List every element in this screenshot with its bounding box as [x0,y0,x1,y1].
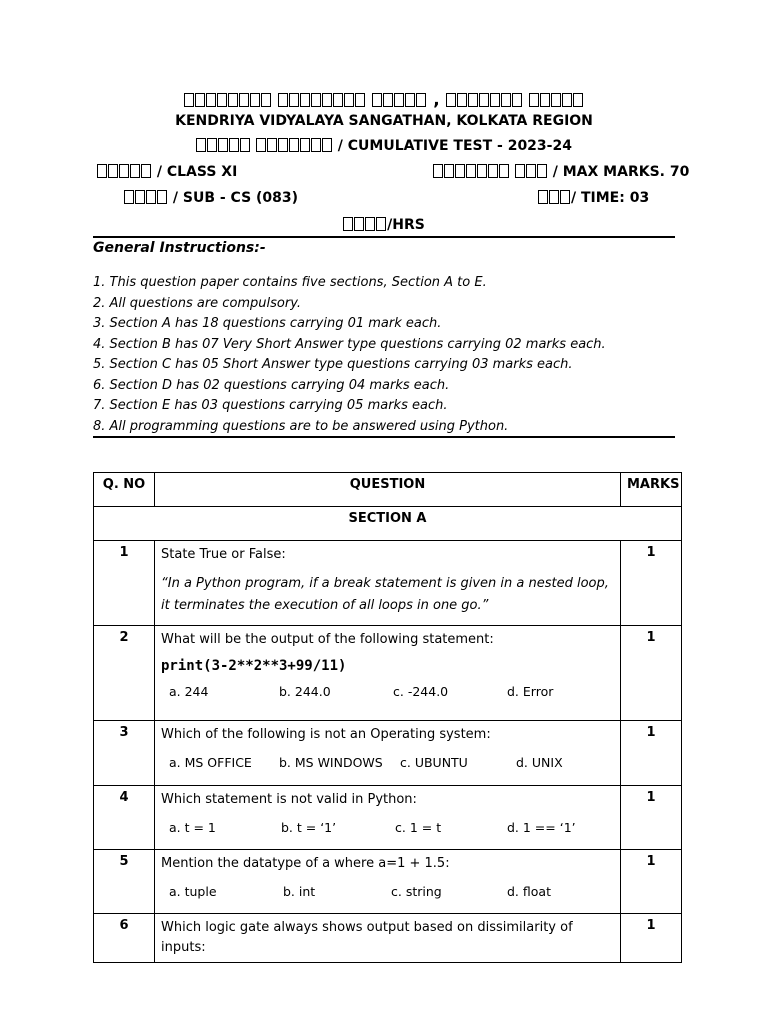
question-text: State True or False: [161,547,286,562]
missing-glyph-box [416,93,426,107]
table-row [94,626,682,721]
instructions-title: General Instructions:- [93,240,266,256]
instruction-2: 2. All questions are compulsory. [93,296,302,311]
question-number: 2 [94,626,155,721]
question-marks: 1 [621,786,682,850]
missing-glyph-box [124,190,134,204]
option-a: a. MS OFFICE [169,755,252,770]
header-qno: Q. NO [94,473,155,507]
question-quote: “In a Python program, if a break statement is given in a nested loop, it terminates the execution of all loops in one go.” [161,576,609,613]
table-row [94,914,682,963]
instruction-1: 1. This question paper contains five sections, Section A to E. [93,275,487,290]
hindi-title [0,90,768,110]
question-marks: 1 [621,914,682,963]
question-text: What will be the output of the following statement: [161,632,494,647]
table-row [94,786,682,850]
question-marks: 1 [621,541,682,626]
missing-glyph-box [468,93,478,107]
missing-glyph-box [562,93,572,107]
missing-glyph-box [551,93,561,107]
instruction-8: 8. All programming questions are to be answered using Python. [93,419,509,434]
missing-glyph-box [526,164,536,178]
missing-glyph-box [195,93,205,107]
table-row [94,721,682,786]
missing-glyph-box [218,138,228,152]
test-name: / CUMULATIVE TEST - 2023-24 [337,138,572,154]
max-marks-text: / MAX MARKS. 70 [552,164,690,180]
missing-glyph-box [549,190,559,204]
missing-glyph-box [267,138,277,152]
time-text: / TIME: 03 [571,190,650,206]
question-number: 5 [94,850,155,914]
option-c: c. UBUNTU [400,755,468,770]
hindi-hours-word [343,217,387,233]
option-a: a. tuple [169,884,217,899]
option-b: b. t = ‘1’ [281,820,337,835]
missing-glyph-box [256,138,266,152]
hindi-marks-word-1 [433,164,510,180]
missing-glyph-box [444,164,454,178]
option-b: b. MS WINDOWS [279,755,383,770]
class-text: / CLASS XI [156,164,238,180]
question-text: Which statement is not valid in Python: [161,792,417,807]
hindi-word-3 [372,90,427,110]
hindi-marks-word-2 [515,164,548,180]
missing-glyph-box [573,93,583,107]
option-b: b. 244.0 [279,684,331,699]
option-d: d. UNIX [516,755,563,770]
missing-glyph-box [344,93,354,107]
table-row [94,541,682,626]
options-row [169,820,614,835]
missing-glyph-box [515,164,525,178]
test-title [0,138,768,154]
section-row [94,507,682,541]
question-number: 1 [94,541,155,626]
missing-glyph-box [261,93,271,107]
missing-glyph-box [488,164,498,178]
question-cell [155,541,621,626]
question-cell [155,626,621,721]
missing-glyph-box [130,164,140,178]
missing-glyph-box [184,93,194,107]
header-question: QUESTION [155,473,621,507]
missing-glyph-box [300,93,310,107]
hindi-word-4 [446,90,523,110]
missing-glyph-box [538,190,548,204]
question-marks: 1 [621,626,682,721]
missing-glyph-box [376,217,386,231]
missing-glyph-box [405,93,415,107]
hindi-word-1 [184,90,272,110]
code-snippet: print(3-2**2**3+99/11) [161,658,347,674]
comma: , [427,90,446,110]
missing-glyph-box [135,190,145,204]
table-row [94,850,682,914]
option-d: d. float [507,884,551,899]
missing-glyph-box [207,138,217,152]
hindi-time-word [538,190,571,206]
subject-text: / SUB - CS (083) [172,190,299,206]
missing-glyph-box [343,217,353,231]
option-c: c. string [391,884,442,899]
instruction-5: 5. Section C has 05 Short Answer type questions carrying 03 marks each. [93,357,573,372]
missing-glyph-box [446,93,456,107]
hindi-subject-word [124,190,168,206]
missing-glyph-box [97,164,107,178]
missing-glyph-box [322,138,332,152]
missing-glyph-box [206,93,216,107]
subject-label [124,190,298,206]
question-text: Which logic gate always shows output based on dissimilarity of inputs: [161,920,573,955]
missing-glyph-box [537,164,547,178]
time-label [538,190,649,206]
option-d: d. 1 == ‘1’ [507,820,576,835]
hindi-word-2 [278,90,366,110]
instruction-7: 7. Section E has 03 questions carrying 05 marks each. [93,398,448,413]
option-c: c. 1 = t [395,820,442,835]
missing-glyph-box [512,93,522,107]
missing-glyph-box [157,190,167,204]
missing-glyph-box [372,93,382,107]
missing-glyph-box [240,138,250,152]
question-marks: 1 [621,850,682,914]
header-marks: MARKS [621,473,682,507]
option-b: b. int [283,884,316,899]
missing-glyph-box [365,217,375,231]
hindi-test-word-2 [256,138,333,154]
top-rule [93,236,675,238]
question-number: 3 [94,721,155,786]
missing-glyph-box [477,164,487,178]
missing-glyph-box [457,93,467,107]
missing-glyph-box [229,138,239,152]
missing-glyph-box [196,138,206,152]
section-title: SECTION A [94,507,682,541]
missing-glyph-box [108,164,118,178]
missing-glyph-box [228,93,238,107]
hindi-test-word-1 [196,138,251,154]
missing-glyph-box [311,93,321,107]
question-text: Mention the datatype of a where a=1 + 1.5: [161,856,450,871]
missing-glyph-box [141,164,151,178]
option-a: a. t = 1 [169,820,216,835]
missing-glyph-box [383,93,393,107]
missing-glyph-box [289,93,299,107]
missing-glyph-box [278,93,288,107]
missing-glyph-box [333,93,343,107]
missing-glyph-box [278,138,288,152]
hours-label [0,217,768,233]
options-row [169,755,614,770]
question-number: 4 [94,786,155,850]
question-cell [155,786,621,850]
instruction-4: 4. Section B has 07 Very Short Answer type questions carrying 02 marks each. [93,337,606,352]
missing-glyph-box [455,164,465,178]
hindi-word-5 [529,90,584,110]
hindi-class-word [97,164,152,180]
bottom-rule [93,436,675,438]
option-a: a. 244 [169,684,209,699]
missing-glyph-box [433,164,443,178]
missing-glyph-box [560,190,570,204]
missing-glyph-box [354,217,364,231]
hours-text: /HRS [387,217,425,233]
missing-glyph-box [322,93,332,107]
missing-glyph-box [289,138,299,152]
missing-glyph-box [466,164,476,178]
max-marks-label [433,164,689,180]
class-label [97,164,237,180]
missing-glyph-box [501,93,511,107]
instruction-3: 3. Section A has 18 questions carrying 01 mark each. [93,316,442,331]
missing-glyph-box [250,93,260,107]
table-header-row [94,473,682,507]
missing-glyph-box [146,190,156,204]
missing-glyph-box [394,93,404,107]
missing-glyph-box [499,164,509,178]
option-d: d. Error [507,684,554,699]
missing-glyph-box [239,93,249,107]
missing-glyph-box [355,93,365,107]
missing-glyph-box [311,138,321,152]
missing-glyph-box [300,138,310,152]
option-c: c. -244.0 [393,684,449,699]
question-number: 6 [94,914,155,963]
missing-glyph-box [217,93,227,107]
missing-glyph-box [540,93,550,107]
options-row [169,884,614,899]
missing-glyph-box [490,93,500,107]
question-table [93,472,682,963]
missing-glyph-box [119,164,129,178]
org-title: KENDRIYA VIDYALAYA SANGATHAN, KOLKATA REGION [175,113,593,129]
question-cell [155,914,621,963]
missing-glyph-box [529,93,539,107]
question-marks: 1 [621,721,682,786]
question-cell [155,721,621,786]
instruction-6: 6. Section D has 02 questions carrying 04 marks each. [93,378,450,393]
missing-glyph-box [479,93,489,107]
question-cell [155,850,621,914]
question-text: Which of the following is not an Operating system: [161,727,491,742]
options-row [169,684,614,699]
